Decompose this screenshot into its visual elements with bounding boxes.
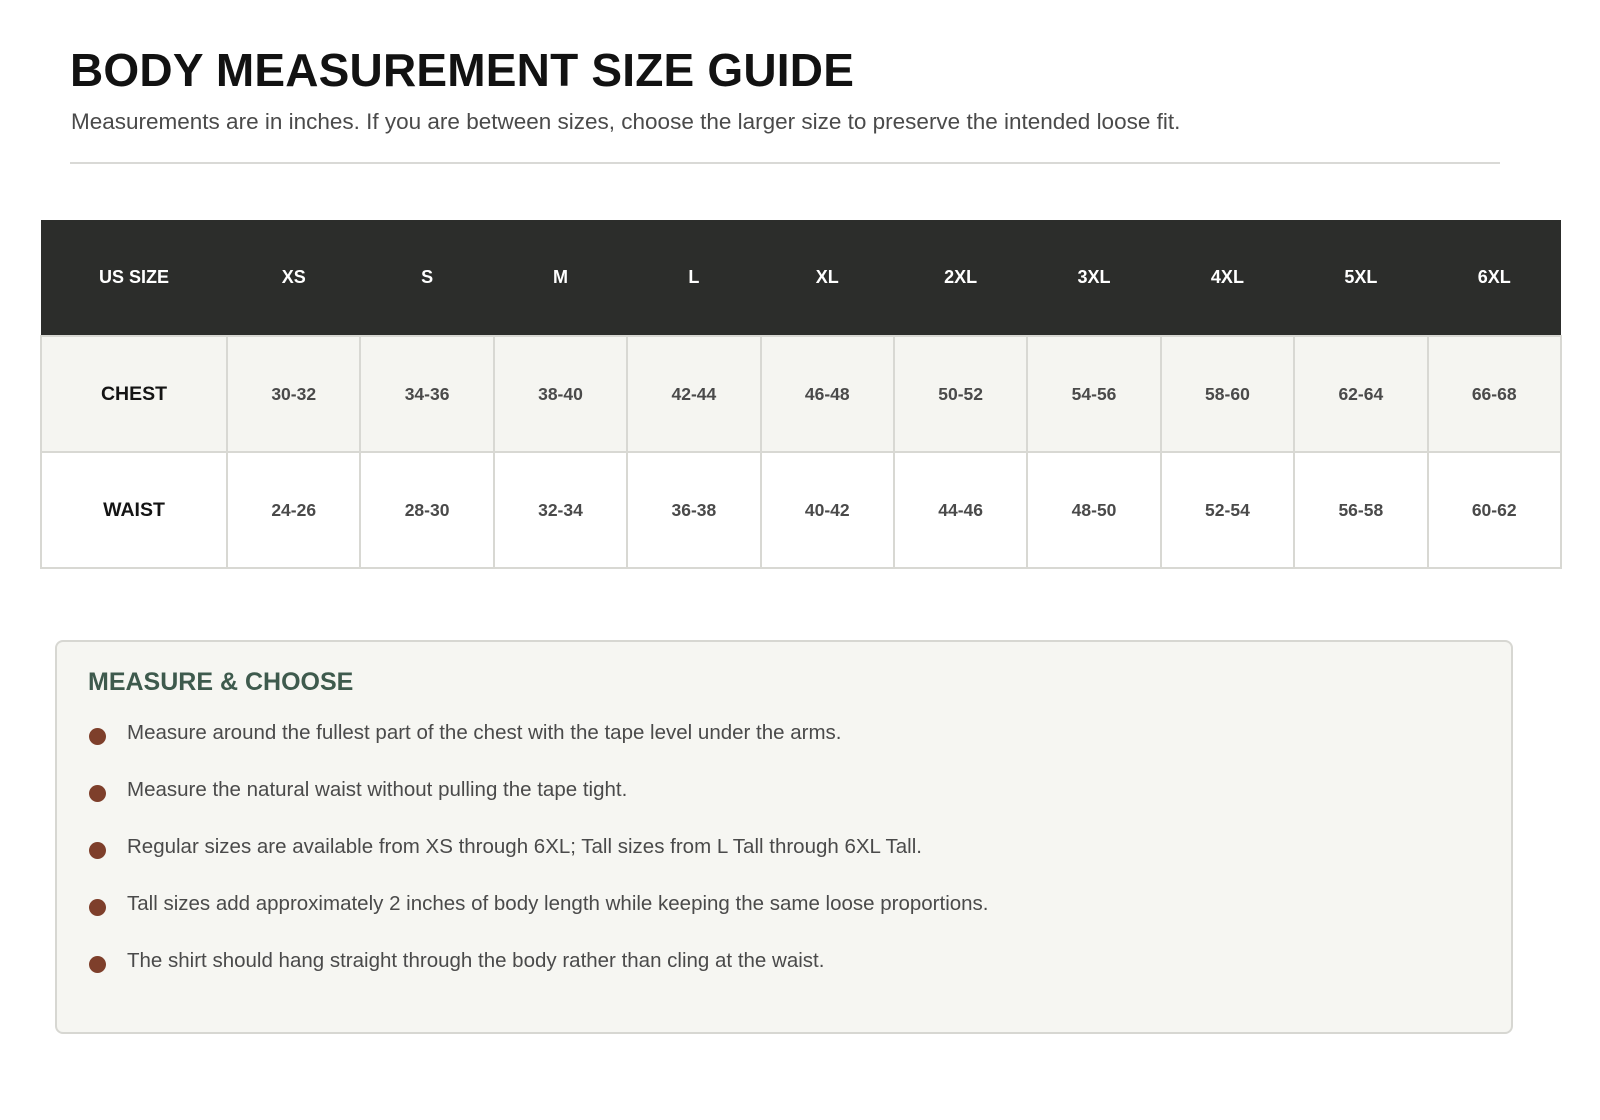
- chest-value: 62-64: [1294, 336, 1427, 452]
- chest-value: 38-40: [494, 336, 627, 452]
- header-us-size: US SIZE: [98, 267, 169, 287]
- list-item: [88, 775, 989, 832]
- waist-value: 40-42: [761, 452, 894, 568]
- chest-value: 54-56: [1027, 336, 1160, 452]
- header-size: 2XL: [944, 267, 978, 287]
- list-item: [88, 832, 989, 889]
- size-chart-table: [40, 220, 1562, 569]
- chest-value: 46-48: [761, 336, 894, 452]
- measure-guide-panel: [55, 640, 1513, 1034]
- header-size: 5XL: [1344, 267, 1378, 287]
- header-size: L: [688, 267, 700, 287]
- chest-value: 42-44: [627, 336, 760, 452]
- bullet-dot-icon: [89, 899, 106, 916]
- table-row-waist: [41, 452, 1561, 568]
- page-subtitle: Measurements are in inches. If you are between sizes, choose the larger size to preserve the intended loose fit.: [71, 109, 1181, 134]
- waist-value: 32-34: [494, 452, 627, 568]
- guide-item-text: Measure the natural waist without pulling the tape tight.: [127, 778, 628, 801]
- header-size: XS: [281, 267, 306, 287]
- waist-value: 56-58: [1294, 452, 1427, 568]
- row-label-chest: CHEST: [41, 336, 227, 452]
- chest-value: 50-52: [894, 336, 1027, 452]
- header-size: S: [421, 267, 434, 287]
- waist-value: 36-38: [627, 452, 760, 568]
- waist-value: 52-54: [1161, 452, 1294, 568]
- bullet-dot-icon: [89, 956, 106, 973]
- guide-item-text: Tall sizes add approximately 2 inches of body length while keeping the same loose proportions.: [127, 892, 989, 915]
- chest-value: 34-36: [360, 336, 493, 452]
- list-item: [88, 718, 989, 775]
- header-size: 4XL: [1210, 267, 1244, 287]
- guide-item-text: Regular sizes are available from XS through 6XL; Tall sizes from L Tall through 6XL Tall.: [127, 835, 922, 858]
- waist-value: 60-62: [1428, 452, 1561, 568]
- list-item: [88, 889, 989, 946]
- chest-value: 58-60: [1161, 336, 1294, 452]
- bullet-dot-icon: [89, 842, 106, 859]
- row-label-waist: WAIST: [41, 452, 227, 568]
- bullet-dot-icon: [89, 728, 106, 745]
- guide-item-text: The shirt should hang straight through the body rather than cling at the waist.: [127, 949, 825, 972]
- guide-list: [88, 718, 989, 1003]
- header-size: M: [552, 267, 568, 287]
- waist-value: 24-26: [227, 452, 360, 568]
- page-title: BODY MEASUREMENT SIZE GUIDE: [70, 44, 855, 96]
- waist-value: 28-30: [360, 452, 493, 568]
- list-item: [88, 946, 989, 1003]
- guide-heading: MEASURE & CHOOSE: [88, 668, 354, 696]
- table-header-row: [41, 220, 1561, 336]
- bullet-dot-icon: [89, 785, 106, 802]
- chest-value: 66-68: [1428, 336, 1561, 452]
- header-size: 3XL: [1077, 267, 1111, 287]
- header-size: 6XL: [1477, 267, 1511, 287]
- header-size: XL: [815, 267, 839, 287]
- guide-item-text: Measure around the fullest part of the chest with the tape level under the arms.: [127, 721, 842, 744]
- header-divider: [70, 162, 1500, 164]
- chest-value: 30-32: [227, 336, 360, 452]
- waist-value: 44-46: [894, 452, 1027, 568]
- waist-value: 48-50: [1027, 452, 1160, 568]
- table-row-chest: [41, 336, 1561, 452]
